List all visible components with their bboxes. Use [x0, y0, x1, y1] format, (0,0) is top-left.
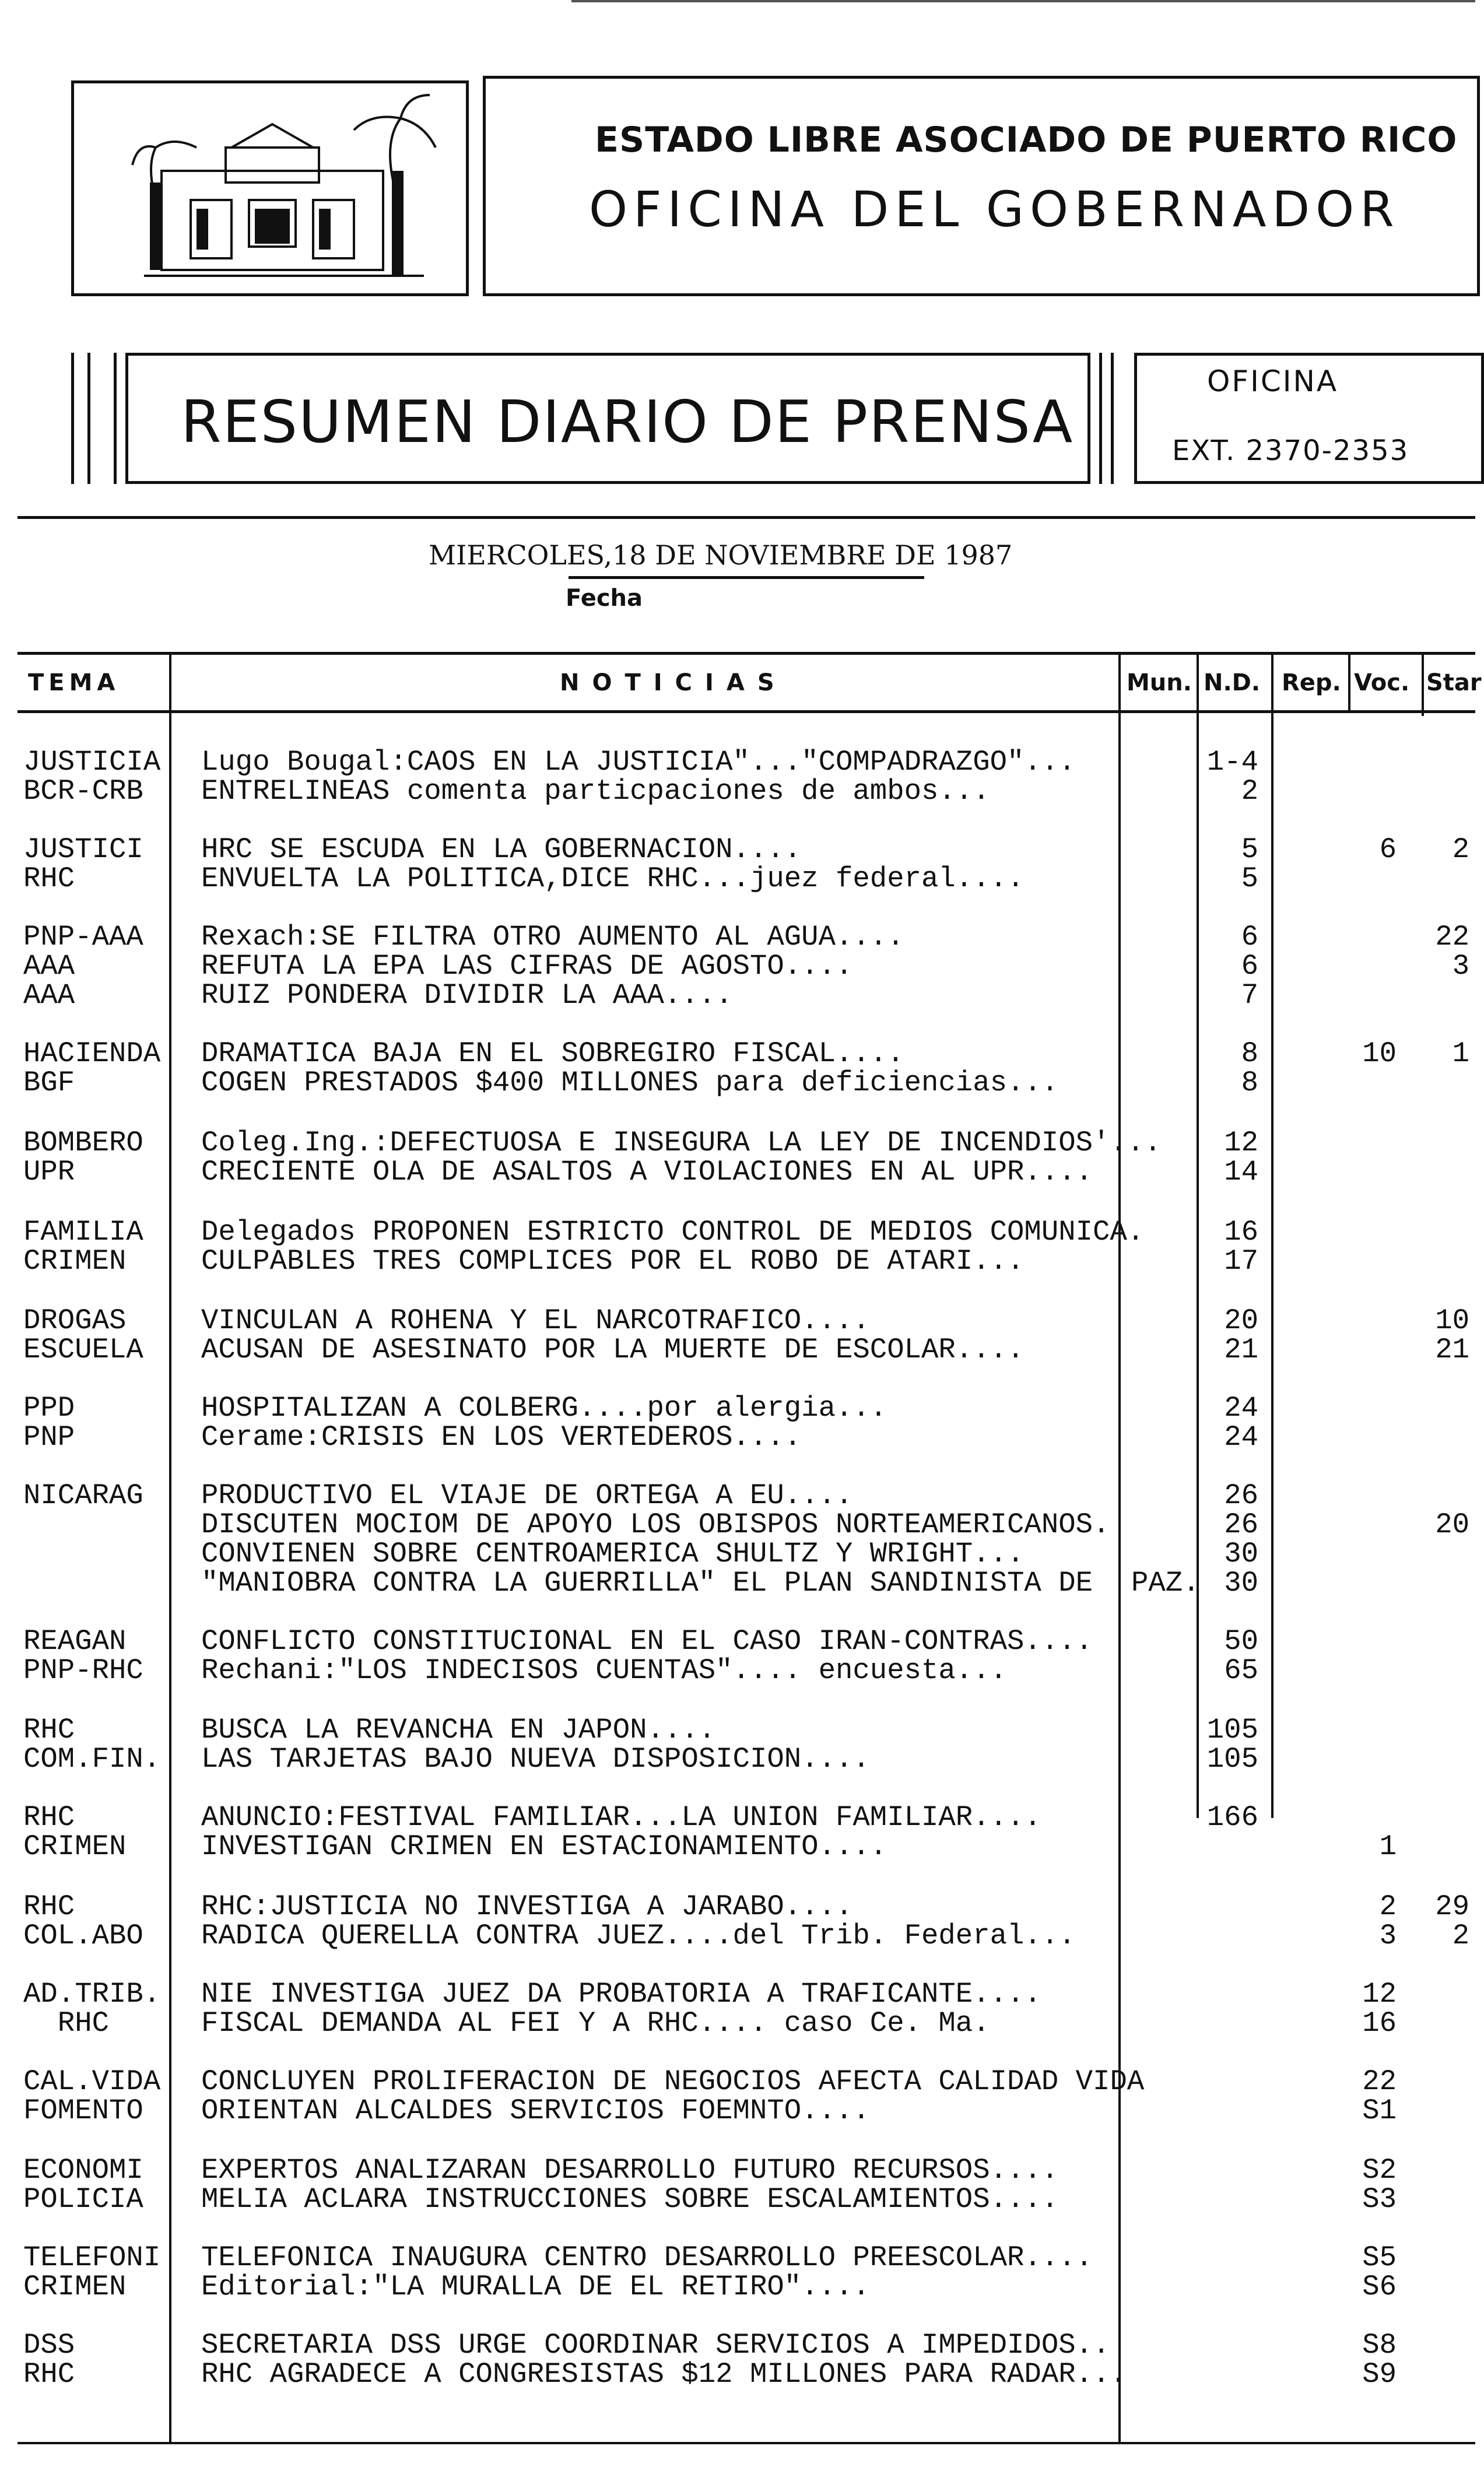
row-35-tema: TELEFONI — [23, 2241, 161, 2274]
row-28-noticia: RADICA QUERELLA CONTRA JUEZ....del Trib. Federal... — [201, 1919, 1076, 1952]
col-header-star: Star — [1426, 669, 1482, 696]
col-header-rep: Rep. — [1282, 669, 1341, 696]
row-4-tema: PNP-AAA — [23, 921, 143, 953]
row-33-noticia: EXPERTOS ANALIZARAN DESARROLLO FUTURO RECURSOS.... — [201, 2154, 1059, 2187]
row-26-voc: 1 — [1379, 1830, 1397, 1863]
row-15-noticia: HOSPITALIZAN A COLBERG....por alergia... — [201, 1392, 887, 1424]
table-top-rule — [17, 652, 1475, 655]
row-5-tema: AAA — [23, 950, 75, 982]
governor-mansion-logo-icon — [74, 83, 466, 293]
row-2-voc: 6 — [1379, 833, 1397, 866]
row-23-tema: RHC — [23, 1714, 75, 1746]
row-4-nd: 6 — [1241, 921, 1258, 953]
row-17-noticia: PRODUCTIVO EL VIAJE DE ORTEGA A EU.... — [201, 1479, 853, 1512]
row-36-noticia: Editorial:"LA MURALLA DE EL RETIRO".... — [201, 2271, 870, 2303]
row-14-tema: ESCUELA — [23, 1333, 143, 1366]
row-10-nd: 14 — [1224, 1156, 1258, 1188]
row-25-nd: 166 — [1206, 1801, 1258, 1834]
row-8-tema: BGF — [23, 1066, 75, 1099]
row-23-noticia: BUSCA LA REVANCHA EN JAPON.... — [201, 1714, 716, 1746]
row-16-nd: 24 — [1224, 1421, 1258, 1454]
row-28-tema: COL.ABO — [23, 1919, 143, 1952]
row-25-noticia: ANUNCIO:FESTIVAL FAMILIAR...LA UNION FAMILIAR.... — [201, 1801, 1041, 1834]
row-14-nd: 21 — [1224, 1333, 1258, 1366]
row-16-noticia: Cerame:CRISIS EN LOS VERTEDEROS.... — [201, 1421, 802, 1454]
row-2-nd: 5 — [1241, 833, 1258, 866]
title-left-rule-3 — [114, 353, 117, 484]
row-10-noticia: CRECIENTE OLA DE ASALTOS A VIOLACIONES EN AL UPR.... — [201, 1156, 1093, 1188]
row-6-noticia: RUIZ PONDERA DIVIDIR LA AAA.... — [201, 979, 733, 1012]
row-3-tema: RHC — [23, 862, 75, 895]
row-9-noticia: Coleg.Ing.:DEFECTUOSA E INSEGURA LA LEY DE INCENDIOS'... — [201, 1127, 1162, 1159]
row-14-noticia: ACUSAN DE ASESINATO POR LA MUERTE DE ESCOLAR.... — [201, 1333, 1025, 1366]
row-37-tema: DSS — [23, 2329, 75, 2361]
row-7-star: 1 — [1452, 1037, 1469, 1070]
row-2-noticia: HRC SE ESCUDA EN LA GOBERNACION.... — [201, 833, 802, 866]
row-37-noticia: SECRETARIA DSS URGE COORDINAR SERVICIOS A IMPEDIDOS.. — [201, 2329, 1110, 2361]
agency-name: ESTADO LIBRE ASOCIADO DE PUERTO RICO — [595, 120, 1458, 160]
row-36-tema: CRIMEN — [23, 2271, 127, 2303]
title-right-rule-1 — [1099, 353, 1102, 484]
row-21-nd: 50 — [1224, 1625, 1258, 1658]
row-29-tema: AD.TRIB. — [23, 1978, 161, 2010]
row-33-voc: S2 — [1362, 2154, 1397, 2187]
row-22-nd: 65 — [1224, 1654, 1258, 1687]
row-8-nd: 8 — [1241, 1066, 1258, 1099]
row-7-noticia: DRAMATICA BAJA EN EL SOBREGIRO FISCAL.... — [201, 1037, 904, 1070]
col-divider-mun — [1197, 652, 1199, 1818]
row-31-noticia: CONCLUYEN PROLIFERACION DE NEGOCIOS AFECTA CALIDAD VIDA — [201, 2065, 1145, 2098]
row-33-tema: ECONOMI — [23, 2154, 143, 2187]
row-31-voc: 22 — [1362, 2065, 1397, 2098]
row-26-noticia: INVESTIGAN CRIMEN EN ESTACIONAMIENTO.... — [201, 1830, 887, 1863]
row-25-tema: RHC — [23, 1801, 75, 1834]
row-35-noticia: TELEFONICA INAUGURA CENTRO DESARROLLO PREESCOLAR.... — [201, 2241, 1093, 2274]
row-29-noticia: NIE INVESTIGA JUEZ DA PROBATORIA A TRAFICANTE.... — [201, 1978, 1041, 2010]
row-2-star: 2 — [1452, 833, 1469, 866]
row-0-noticia: Lugo Bougal:CAOS EN LA JUSTICIA"..."COMPADRAZGO"... — [201, 746, 1076, 778]
row-11-tema: FAMILIA — [23, 1216, 143, 1248]
row-7-tema: HACIENDA — [23, 1037, 161, 1070]
row-13-noticia: VINCULAN A ROHENA Y EL NARCOTRAFICO.... — [201, 1304, 870, 1337]
row-17-nd: 26 — [1224, 1479, 1258, 1512]
row-24-tema: COM.FIN. — [23, 1743, 161, 1775]
col-divider-rep — [1348, 652, 1350, 710]
office-name: OFICINA DEL GOBERNADOR — [589, 181, 1400, 238]
row-13-nd: 20 — [1224, 1304, 1258, 1337]
row-15-nd: 24 — [1224, 1392, 1258, 1424]
row-24-noticia: LAS TARJETAS BAJO NUEVA DISPOSICION.... — [201, 1743, 870, 1775]
row-18-nd: 26 — [1224, 1508, 1258, 1541]
row-34-noticia: MELIA ACLARA INSTRUCCIONES SOBRE ESCALAMIENTOS.... — [201, 2183, 1059, 2216]
row-24-nd: 105 — [1206, 1743, 1258, 1775]
row-27-voc: 2 — [1379, 1890, 1397, 1923]
row-7-nd: 8 — [1241, 1037, 1258, 1070]
office-label: OFICINA — [1207, 364, 1339, 398]
col-divider-voc — [1422, 652, 1424, 716]
row-30-noticia: FISCAL DEMANDA AL FEI Y A RHC.... caso Ce. Ma. — [201, 2007, 990, 2040]
row-32-voc: S1 — [1362, 2094, 1397, 2127]
row-4-star: 22 — [1435, 921, 1469, 953]
row-23-nd: 105 — [1206, 1714, 1258, 1746]
row-27-star: 29 — [1435, 1890, 1469, 1923]
office-extension: EXT. 2370-2353 — [1172, 434, 1409, 467]
row-32-tema: FOMENTO — [23, 2094, 143, 2127]
table-header-rule — [17, 710, 1475, 713]
row-10-tema: UPR — [23, 1156, 75, 1188]
row-4-noticia: Rexach:SE FILTRA OTRO AUMENTO AL AGUA.... — [201, 921, 904, 953]
col-header-nd: N.D. — [1204, 669, 1261, 696]
row-35-voc: S5 — [1362, 2241, 1397, 2274]
row-20-mun: PAZ. — [1131, 1567, 1200, 1599]
row-1-nd: 2 — [1241, 775, 1258, 808]
row-12-noticia: CULPABLES TRES COMPLICES POR EL ROBO DE ATARI... — [201, 1245, 1025, 1278]
row-5-noticia: REFUTA LA EPA LAS CIFRAS DE AGOSTO.... — [201, 950, 853, 982]
row-36-voc: S6 — [1362, 2271, 1397, 2303]
col-header-voc: Voc. — [1354, 669, 1410, 696]
row-9-tema: BOMBERO — [23, 1127, 143, 1159]
row-21-noticia: CONFLICTO CONSTITUCIONAL EN EL CASO IRAN-CONTRAS.... — [201, 1625, 1093, 1658]
row-0-nd: 1-4 — [1206, 746, 1258, 778]
table-bottom-rule — [17, 2442, 1475, 2444]
row-37-voc: S8 — [1362, 2329, 1397, 2361]
row-18-star: 20 — [1435, 1508, 1469, 1541]
row-38-voc: S9 — [1362, 2358, 1397, 2391]
row-27-noticia: RHC:JUSTICIA NO INVESTIGA A JARABO.... — [201, 1890, 853, 1923]
row-13-star: 10 — [1435, 1304, 1469, 1337]
row-1-tema: BCR-CRB — [23, 775, 143, 808]
title-left-rule-1 — [71, 353, 74, 484]
row-5-nd: 6 — [1241, 950, 1258, 982]
row-16-tema: PNP — [23, 1421, 75, 1454]
row-32-noticia: ORIENTAN ALCALDES SERVICIOS FOEMNTO.... — [201, 2094, 870, 2127]
row-20-noticia: "MANIOBRA CONTRA LA GUERRILLA" EL PLAN SANDINISTA DE — [201, 1567, 1093, 1599]
row-12-tema: CRIMEN — [23, 1245, 127, 1278]
row-14-star: 21 — [1435, 1333, 1469, 1366]
row-28-voc: 3 — [1379, 1919, 1397, 1952]
col-header-tema: TEMA — [28, 669, 120, 696]
row-3-noticia: ENVUELTA LA POLITICA,DICE RHC...juez federal.... — [201, 862, 1025, 895]
title-left-rule-2 — [87, 353, 90, 484]
row-11-noticia: Delegados PROPONEN ESTRICTO CONTROL DE MEDIOS COMUNICA. — [201, 1216, 1145, 1248]
row-3-nd: 5 — [1241, 862, 1258, 895]
row-11-nd: 16 — [1224, 1216, 1258, 1248]
col-header-mun: Mun. — [1127, 669, 1192, 696]
date-underline — [569, 576, 924, 579]
row-27-tema: RHC — [23, 1890, 75, 1923]
row-8-noticia: COGEN PRESTADOS $400 MILLONES para deficiencias... — [201, 1066, 1059, 1099]
row-18-noticia: DISCUTEN MOCIOM DE APOYO LOS OBISPOS NORTEAMERICANOS. — [201, 1508, 1110, 1541]
row-6-tema: AAA — [23, 979, 75, 1012]
title-right-rule-2 — [1111, 353, 1114, 484]
row-30-tema: RHC — [23, 2007, 110, 2040]
row-34-tema: POLICIA — [23, 2183, 143, 2216]
row-22-tema: PNP-RHC — [23, 1654, 143, 1687]
row-2-tema: JUSTICI — [23, 833, 143, 866]
row-20-nd: 30 — [1224, 1567, 1258, 1599]
row-34-voc: S3 — [1362, 2183, 1397, 2216]
date-label: Fecha — [566, 585, 643, 612]
row-22-noticia: Rechani:"LOS INDECISOS CUENTAS".... encuesta... — [201, 1654, 1008, 1687]
row-26-tema: CRIMEN — [23, 1830, 127, 1863]
row-19-nd: 30 — [1224, 1538, 1258, 1570]
row-38-tema: RHC — [23, 2358, 75, 2391]
row-29-voc: 12 — [1362, 1978, 1397, 2010]
row-13-tema: DROGAS — [23, 1304, 127, 1337]
header-divider — [17, 516, 1475, 519]
row-1-noticia: ENTRELINEAS comenta particpaciones de ambos... — [201, 775, 990, 808]
row-30-voc: 16 — [1362, 2007, 1397, 2040]
row-17-tema: NICARAG — [23, 1479, 143, 1512]
top-rule — [571, 0, 1475, 2]
col-divider-noticias — [1118, 652, 1121, 2442]
col-divider-nd — [1271, 652, 1273, 1818]
row-12-nd: 17 — [1224, 1245, 1258, 1278]
row-0-tema: JUSTICIA — [23, 746, 161, 778]
page-title: RESUMEN DIARIO DE PRENSA — [181, 388, 1074, 456]
logo-frame — [71, 80, 469, 296]
row-28-star: 2 — [1452, 1919, 1469, 1952]
row-15-tema: PPD — [23, 1392, 75, 1424]
col-divider-tema — [169, 652, 171, 2442]
row-6-nd: 7 — [1241, 979, 1258, 1012]
report-date: MIERCOLES,18 DE NOVIEMBRE DE 1987 — [429, 539, 1013, 571]
row-5-star: 3 — [1452, 950, 1469, 982]
row-19-noticia: CONVIENEN SOBRE CENTROAMERICA SHULTZ Y WRIGHT... — [201, 1538, 1025, 1570]
row-7-voc: 10 — [1362, 1037, 1397, 1070]
row-21-tema: REAGAN — [23, 1625, 127, 1658]
row-38-noticia: RHC AGRADECE A CONGRESISTAS $12 MILLONES PARA RADAR... — [201, 2358, 1127, 2391]
col-header-noticias: NOTICIAS — [560, 669, 787, 696]
row-31-tema: CAL.VIDA — [23, 2065, 161, 2098]
row-9-nd: 12 — [1224, 1127, 1258, 1159]
